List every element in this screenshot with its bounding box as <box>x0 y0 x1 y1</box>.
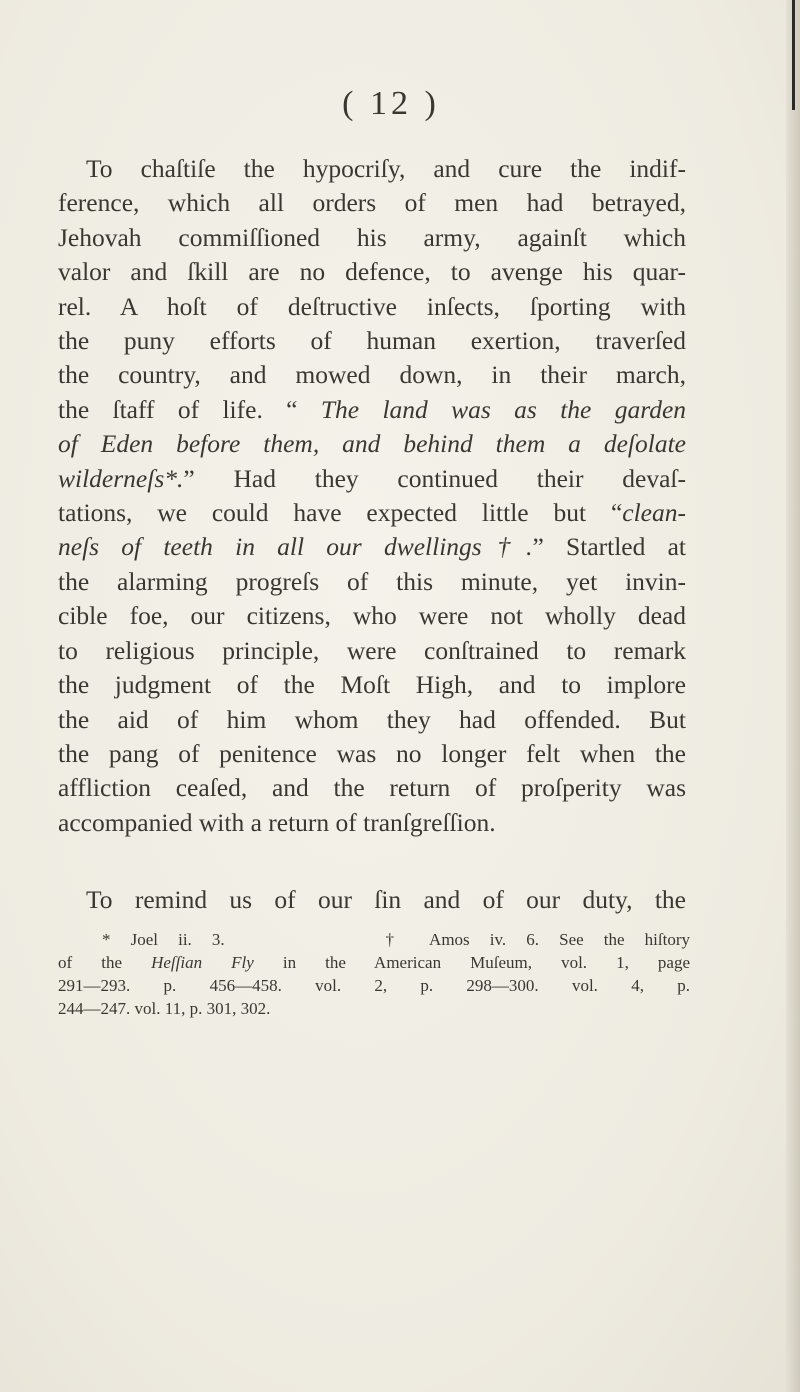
footnote-italic: Heſſian Fly <box>151 953 254 972</box>
quotation-italic: clean- <box>622 498 686 528</box>
text-line <box>58 530 686 564</box>
main-paragraph <box>58 152 686 840</box>
quotation-italic: neſs of teeth in all our dwellings†. <box>58 532 533 562</box>
quotation-italic: The land was as the garden <box>320 394 687 424</box>
text-line: To remind us of our ſin and of our duty, the <box>86 885 686 914</box>
text-line: To chaſtiſe the hypocriſy, and cure the indif- <box>86 154 686 183</box>
text-fragment: the ſtaff of life. “ <box>58 394 298 424</box>
quotation-italic: wilderneſs*. <box>58 463 184 493</box>
text-line: the aid of him whom they had offended. But <box>58 704 686 734</box>
text-line: the puny efforts of human exertion, traverſed <box>58 326 686 356</box>
footnote-line <box>58 951 690 974</box>
text-fragment: ” Startled at <box>532 532 686 562</box>
text-fragment: ” Had they continued their devaſ- <box>183 463 686 493</box>
text-line: the alarming progreſs of this minute, yet invin- <box>58 566 686 596</box>
text-fragment: of the <box>58 953 122 972</box>
footnote-joel: * Joel ii. 3. <box>102 930 225 949</box>
text-line: accompanied with a return of tranſgreſſion. <box>58 807 496 837</box>
footnote-line <box>58 928 690 951</box>
text-line <box>58 427 686 461</box>
text-line: rel. A hoſt of deſtructive inſects, ſporting with <box>58 291 686 321</box>
text-line: the pang of penitence was no longer felt when the <box>58 738 686 768</box>
quotation-italic: of Eden before them, and behind them a deſolate <box>58 429 686 459</box>
second-paragraph <box>58 883 686 917</box>
text-line: ference, which all orders of men had betrayed, <box>58 188 686 218</box>
text-line: the judgment of the Moſt High, and to implore <box>58 670 686 700</box>
text-line <box>58 496 686 530</box>
text-fragment: in the American Muſeum, vol. 1, page <box>282 953 691 972</box>
book-edge <box>786 0 800 1392</box>
text-line <box>58 393 686 427</box>
text-line: Jehovah commiſſioned his army, againſt which <box>58 222 686 252</box>
text-line <box>58 462 686 496</box>
text-line: the country, and mowed down, in their march, <box>58 360 686 390</box>
page-number: ( 12 ) <box>342 85 440 122</box>
text-line: to religious principle, were conſtrained to remark <box>58 635 686 665</box>
footnote-line: 244—247. vol. 11, p. 301, 302. <box>58 999 271 1018</box>
footnote-amos: † Amos iv. 6. See the hiſtory <box>385 930 690 949</box>
text-fragment: tations, we could have expected little but “ <box>58 498 623 528</box>
text-line: valor and ſkill are no defence, to avenge his quar- <box>58 257 686 287</box>
footnotes <box>58 928 690 1020</box>
footnote-line: 291—293. p. 456—458. vol. 2, p. 298—300. vol. 4, p. <box>58 976 690 995</box>
text-line: cible foe, our citizens, who were not wholly dead <box>58 601 686 631</box>
text-line: affliction ceaſed, and the return of proſperity was <box>58 773 686 803</box>
